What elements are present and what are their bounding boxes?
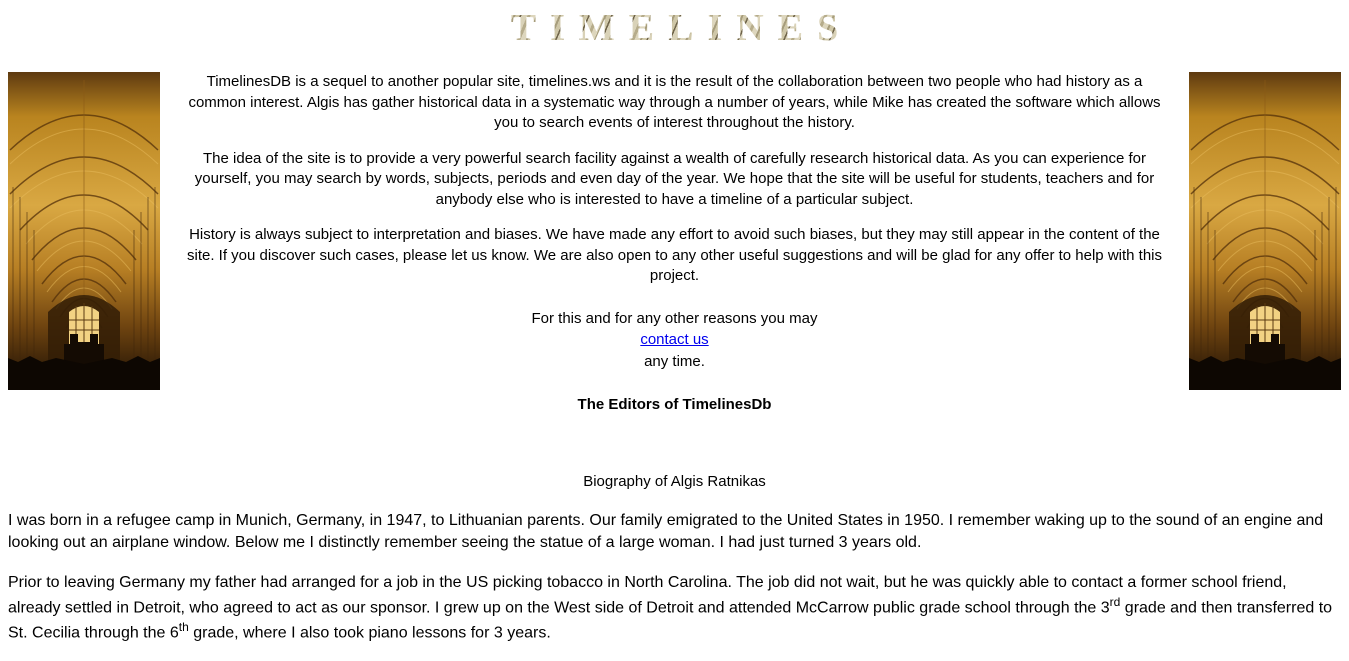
intro-text-column bbox=[180, 72, 1169, 415]
editors-signature: The Editors of TimelinesDb bbox=[577, 395, 772, 413]
site-header bbox=[8, 8, 1341, 50]
intro-paragraph-3: History is always subject to interpretation and biases. We have made any effort to avoid such biases, but they may still appear in the content of the site. If you discover such cases, please let us know. We are also open to any other useful suggestions and will be glad for any offer to help with this project. bbox=[187, 226, 1162, 285]
bio-p2-text: grade, where I also took piano lessons for 3 years. bbox=[188, 624, 551, 642]
biography-heading: Biography of Algis Ratnikas bbox=[583, 473, 766, 491]
timelines-logo: TIMELINES bbox=[510, 7, 853, 49]
contact-us-link[interactable]: contact us bbox=[640, 331, 709, 349]
cathedral-photo-right bbox=[1189, 72, 1341, 390]
contact-post-text: any time. bbox=[644, 352, 705, 370]
contact-block bbox=[180, 308, 1169, 372]
bio-p2-text: grade and then transferred to St. Cecilia through the 6 bbox=[8, 598, 1333, 642]
intro-paragraph-2: The idea of the site is to provide a very powerful search facility against a wealth of carefully research historical data. As you can experience for yourself, you may search by words, subjects, periods and even day of the year. We hope that the site will be useful for students, teachers and for anybody else who is interested to have a timeline of a particular subject. bbox=[194, 149, 1155, 208]
biography-paragraph-1: I was born in a refugee camp in Munich, Germany, in 1947, to Lithuanian parents. Our family emigrated to the United States in 1950. I remember waking up to the sound of an engine and looking out an airplane window. Below me I distinctly remember seeing the statue of a large woman. I had just turned 3 years old. bbox=[8, 512, 1324, 552]
ordinal-superscript: rd bbox=[1109, 594, 1121, 609]
cathedral-photo-left bbox=[8, 72, 160, 390]
biography-section bbox=[8, 473, 1341, 644]
contact-pre-text: For this and for any other reasons you may bbox=[531, 309, 818, 327]
biography-paragraph-2 bbox=[8, 572, 1341, 645]
intro-section bbox=[8, 72, 1341, 415]
bio-p2-text: Prior to leaving Germany my father had arranged for a job in the US picking tobacco in North Carolina. The job did not wait, but he was quickly able to contact a former school friend, already settled in Detroit, who agreed to act as our sponsor. I grew up on the West side of Detroit and attended McCarrow public grade school through the 3 bbox=[8, 573, 1287, 616]
page-main bbox=[8, 72, 1341, 644]
intro-paragraph-1: TimelinesDB is a sequel to another popular site, timelines.ws and it is the result of the collaboration between two people who had history as a common interest. Algis has gather historical data in a systematic way through a number of years, while Mike has created the software which allows you to search events of interest throughout the history. bbox=[188, 73, 1161, 132]
cathedral-ceiling-image bbox=[8, 72, 160, 390]
ordinal-superscript: th bbox=[178, 620, 189, 634]
cathedral-ceiling-image bbox=[1189, 72, 1341, 390]
